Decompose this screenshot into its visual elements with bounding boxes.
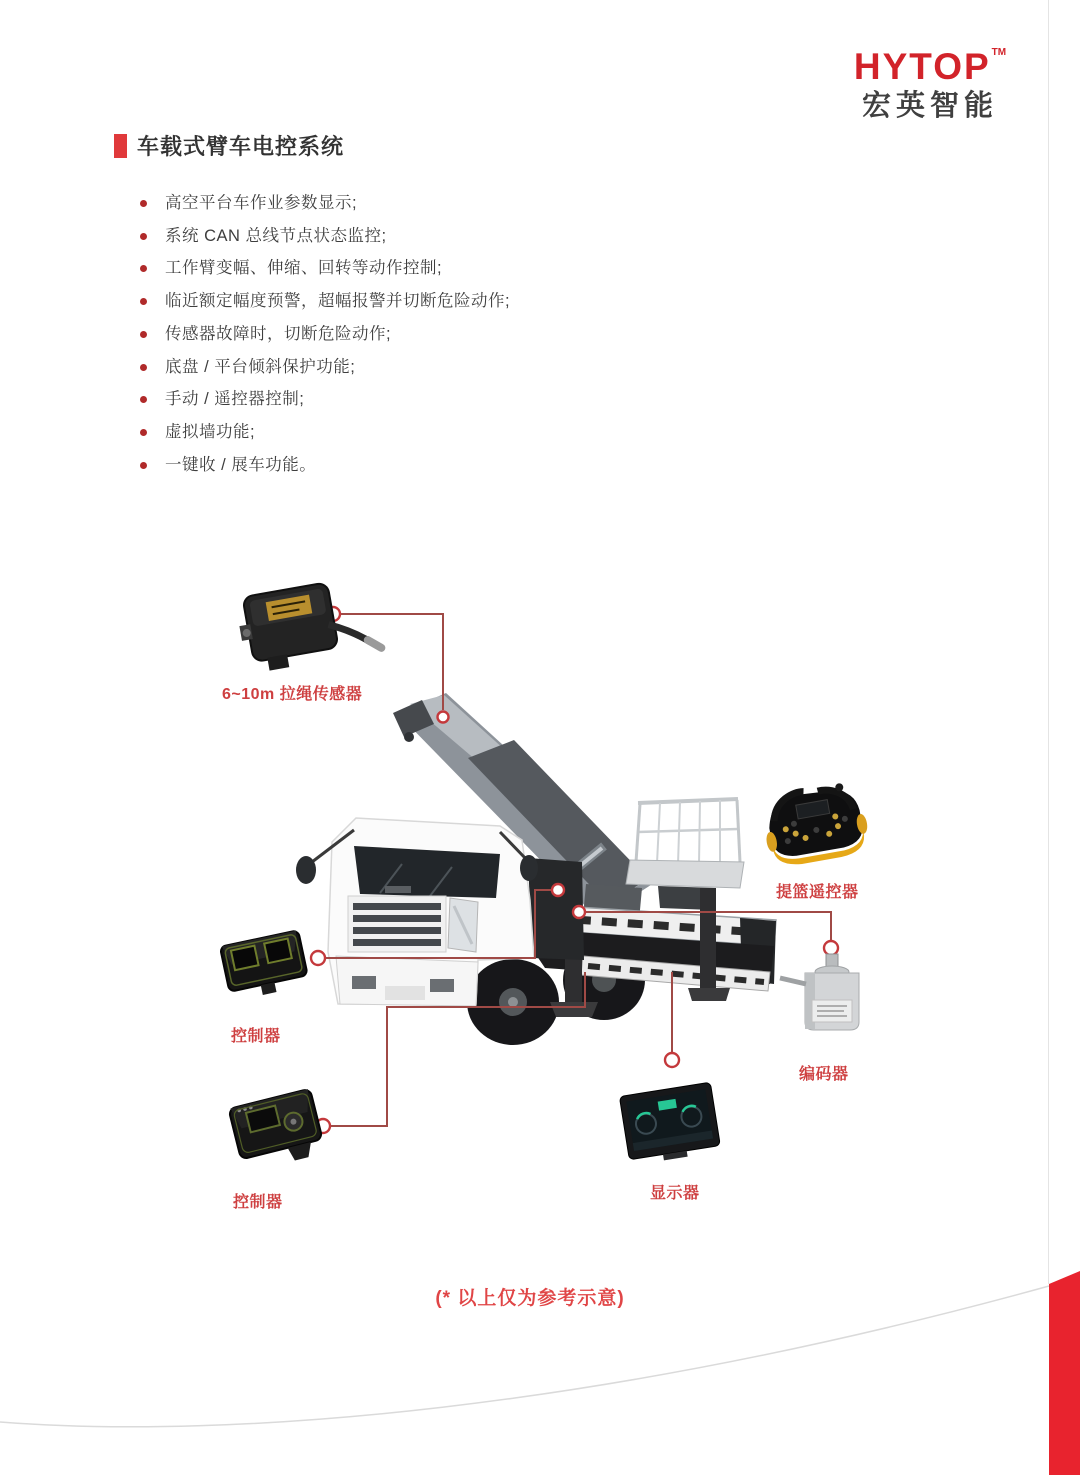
- controller-bottom-illustration: [228, 1089, 325, 1173]
- feature-item: 系统 CAN 总线节点状态监控;: [138, 220, 510, 253]
- feature-item: 底盘 / 平台倾斜保护功能;: [138, 351, 510, 384]
- bottom-decoration: [0, 1230, 1080, 1475]
- feature-item: 一键收 / 展车功能。: [138, 449, 510, 482]
- display-illustration: [619, 1082, 721, 1166]
- trademark-symbol: TM: [991, 47, 1007, 58]
- brand-logo-text: HYTOP: [853, 46, 991, 87]
- page-title: 车载式臂车电控系统: [137, 134, 345, 159]
- decoration-curve: [0, 1286, 1049, 1427]
- anchor-boom-base: [552, 884, 564, 896]
- corner-red-ribbon: [1049, 1271, 1080, 1475]
- label-basket-remote: 提篮遥控器: [776, 884, 859, 901]
- feature-list: [138, 187, 510, 481]
- footnote: (* 以上仅为参考示意): [435, 1288, 625, 1309]
- feature-item: 工作臂变幅、伸缩、回转等动作控制;: [138, 252, 510, 285]
- truck-basket: [626, 799, 744, 910]
- title-red-bar: [114, 134, 127, 158]
- rope-sensor-illustration: [235, 575, 382, 674]
- feature-item: 虚拟墙功能;: [138, 416, 510, 449]
- anchor-turret: [573, 906, 585, 918]
- page-edge-line: [1048, 0, 1049, 1284]
- brand-logo-chinese-name: 宏英智能: [861, 90, 998, 122]
- brand-logo-wordmark: [843, 48, 1017, 85]
- controller-top-illustration: [220, 930, 310, 1001]
- feature-item: 高空平台车作业参数显示;: [138, 187, 510, 220]
- anchor-controller-top: [311, 951, 325, 965]
- label-controller-top: 控制器: [231, 1028, 281, 1045]
- brand-logo: [843, 48, 1017, 121]
- truck-illustration: [296, 693, 776, 1045]
- label-display: 显示器: [650, 1185, 700, 1202]
- anchor-display: [665, 1053, 679, 1067]
- label-encoder: 编码器: [799, 1066, 849, 1083]
- section-title-row: [114, 130, 344, 161]
- feature-item: 临近额定幅度预警，超幅报警并切断危险动作;: [138, 285, 510, 318]
- anchor-boom-tip: [438, 712, 449, 723]
- encoder-illustration: [780, 954, 859, 1030]
- anchor-encoder: [824, 941, 838, 955]
- basket-remote-illustration: [759, 780, 872, 870]
- label-rope-sensor: 6~10m 拉绳传感器: [222, 686, 363, 703]
- system-diagram: [0, 560, 1080, 1240]
- feature-item: 手动 / 遥控器控制;: [138, 383, 510, 416]
- feature-item: 传感器故障时，切断危险动作;: [138, 318, 510, 351]
- label-controller-bottom: 控制器: [233, 1194, 283, 1211]
